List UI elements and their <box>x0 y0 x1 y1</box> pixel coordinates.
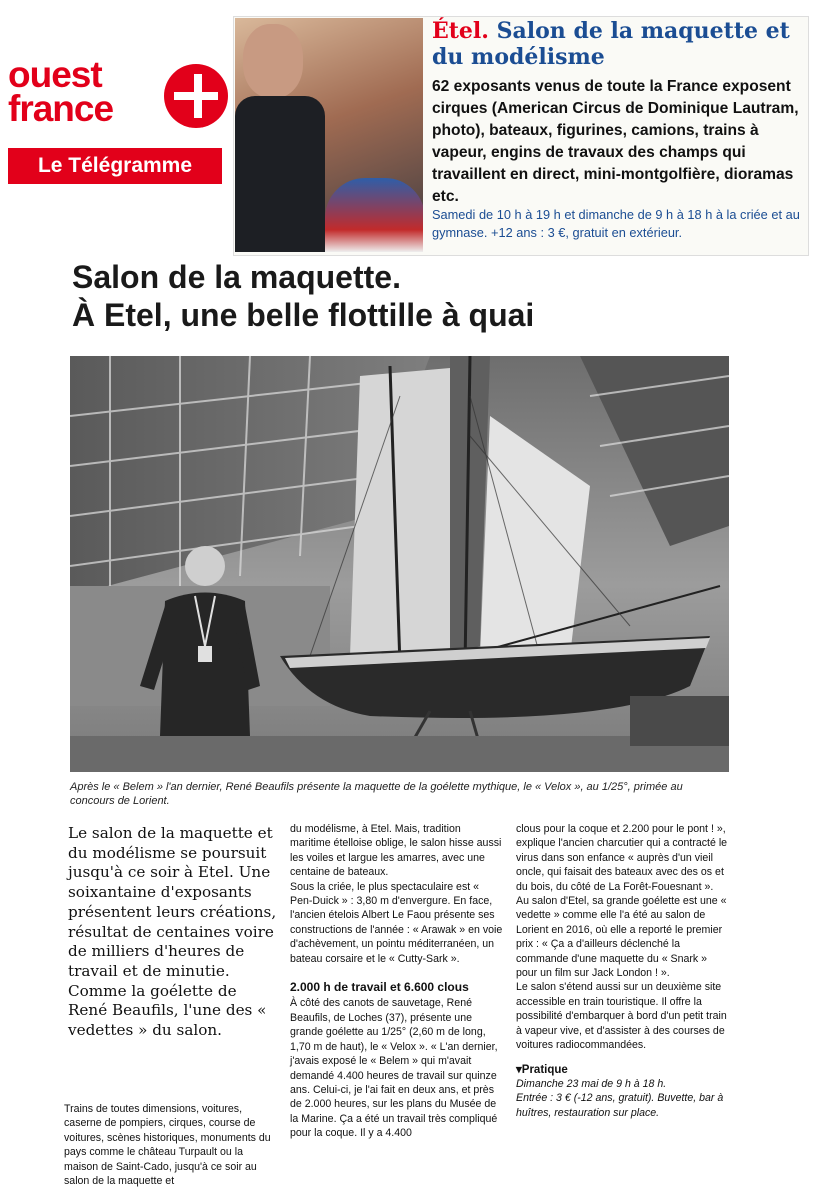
le-telegramme-banner: Le Télégramme <box>8 148 222 184</box>
column-1-body: Trains de toutes dimensions, voitures, caserne de pompiers, cirques, course de voitures, scènes historiques, monuments du pays comme le château Turpault ou la maison de Saint-Cado, jusqu'à ce soir au salon de la maquette et <box>64 1103 271 1188</box>
col2-paragraph-3: À côté des canots de sauvetage, René Beaufils, de Loches (37), présente une grande goélette au 1/25° (2,60 m de long, 1,70 m de haut), le « Velox ». « L'an dernier, j'avais exposé le « Belem » qui m'avait demandé 4.400 heures de travail sur quinze ans. Celui-ci, je l'ai fait en deux ans, et près de 2.000 heures, sur les plans du Musée de la Marine. Ça a été un travail très compliqué pour la coque. Il y a 4.400 <box>290 997 498 1140</box>
pratique-prices: Entrée : 3 € (-12 ans, gratuit). Buvette, bar à huîtres, restauration sur place. <box>516 1092 724 1119</box>
article-photo-drawing <box>70 356 729 772</box>
header-body: 62 exposants venus de toute la France exposent cirques (American Circus de Dominique Lautram, photo), bateaux, figurines, camions, trains à vapeur, engins de travaux des champs qui travaillent en direct, mini-montgolfière, dioramas etc. <box>432 78 799 205</box>
header-title-place: Étel. <box>432 18 489 44</box>
col3-paragraph-2: Au salon d'Etel, sa grande goélette est une « vedette » comme elle l'a été au salon de Lorient en 2016, où elle a reporté le premier prix : « Ça a d'ailleurs déclenché la commande d'une maquette du « Snark » pour un film sur Jack London ! ». <box>516 895 727 980</box>
col2-paragraph-1: du modélisme, à Etel. Mais, tradition maritime ételloise oblige, le salon hisse aussi les voiles et largue les amarres, avec une centaine de bateaux. <box>290 823 502 879</box>
article-headline <box>72 258 772 334</box>
logo-word-france: france <box>8 88 114 129</box>
col3-paragraph-1: clous pour la coque et 2.200 pour le pont ! », explique l'ancien charcutier qui a contracté le virus dans son enfance « auprès d'un vieil oncle, qui faisait des bateaux avec des os et du bois, du côté de La Forêt-Fouesnant ». <box>516 823 728 893</box>
col3-paragraph-3: Le salon s'étend aussi sur un deuxième site accessible en train touristique. Il offre la possibilité d'embarquer à bord d'un petit train à vapeur vive, et d'assister à des courses de voitures radiocommandées. <box>516 981 727 1052</box>
col2-paragraph-2: Sous la criée, le plus spectaculaire est « Pen-Duick » : 3,80 m d'envergure. En face, l'ancien ételois Albert Le Faou présente ses constructions de l'année : « Arawak » en voie d'achèvement, un pointu méditerranéen, un bateau corsaire et le « Cutty-Sark ». <box>290 880 503 965</box>
headline-line-1: Salon de la maquette. <box>72 259 401 295</box>
col2-subheading: 2.000 h de travail et 6.600 clous <box>290 980 469 995</box>
logo-cross-icon <box>164 64 228 128</box>
logo-word-ouest: ouest <box>8 54 102 95</box>
photo-caption: Après le « Belem » l'an dernier, René Beaufils présente la maquette de la goélette mythique, le « Velox », au 1/25°, primée au concours de Lorient. <box>70 781 683 807</box>
headline-line-2: À Etel, une belle flottille à quai <box>72 297 535 333</box>
article-photo <box>70 356 729 772</box>
column-2 <box>290 822 504 1141</box>
pratique-heading: ▾Pratique <box>516 1063 568 1076</box>
header-title-rest: Salon de la maquette et du modélisme <box>432 18 790 70</box>
header-title <box>432 18 802 70</box>
column-3 <box>516 822 730 1120</box>
article-lead: Le salon de la maquette et du modélisme se poursuit jusqu'à ce soir à Etel. Une soixantaine d'exposants présentent leurs créations, résultat de centaines voire de milliers d'heures de travail et de minutie. Comme la goélette de René Beaufils, l'une des « vedettes » du salon. <box>68 824 277 1040</box>
ouest-france-logo <box>8 54 224 138</box>
pratique-dates: Dimanche 23 mai de 9 h à 18 h. <box>516 1077 667 1090</box>
header-photo <box>235 18 423 252</box>
header-info: Samedi de 10 h à 19 h et dimanche de 9 h à 18 h à la criée et au gymnase. +12 ans : 3 €, gratuit en extérieur. <box>432 207 800 240</box>
